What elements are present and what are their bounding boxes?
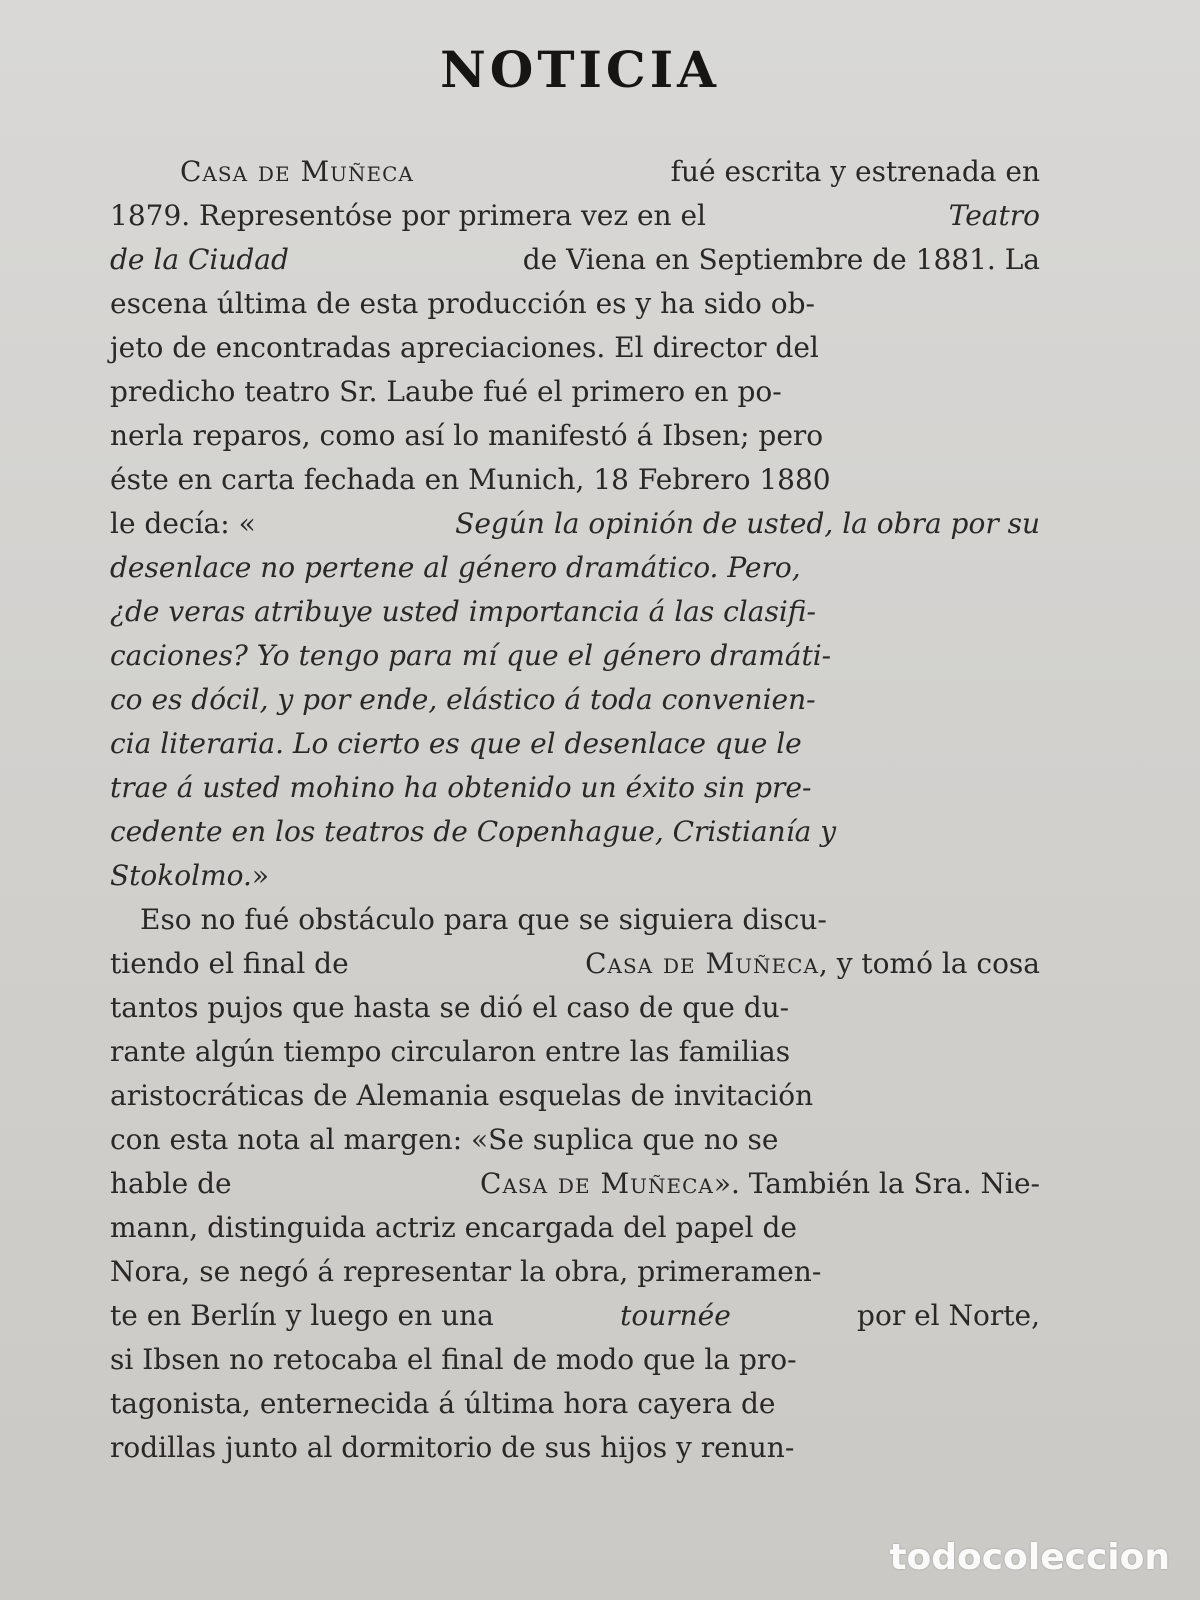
- text-line: [110, 1426, 1040, 1470]
- text-line: [110, 238, 1040, 282]
- text-segment: ». También la Sra. Nie-: [713, 1167, 1040, 1200]
- text-segment: jeto de encontradas apreciaciones. El director del: [110, 331, 819, 364]
- text-segment-italic: trae á usted mohino ha obtenido un éxito sin pre-: [110, 771, 812, 804]
- text-line: [110, 986, 1040, 1030]
- text-line: [110, 1206, 1040, 1250]
- watermark: todocoleccion: [889, 1537, 1170, 1578]
- text-segment: tantos pujos que hasta se dió el caso de que du-: [110, 991, 790, 1024]
- text-line: [110, 766, 1040, 810]
- text-line: [110, 1074, 1040, 1118]
- text-line: [110, 854, 1040, 898]
- book-title-ref: Casa de Muñeca: [585, 947, 819, 980]
- text-line: [110, 634, 1040, 678]
- text-line: [110, 326, 1040, 370]
- text-segment-italic: Stokolmo.: [110, 859, 252, 892]
- text-segment-italic: co es dócil, y por ende, elástico á toda convenien-: [110, 683, 816, 716]
- text-line: [110, 1338, 1040, 1382]
- text-segment: tagonista, enternecida á última hora cayera de: [110, 1387, 776, 1420]
- book-title-ref: Casa de Muñeca: [480, 1167, 714, 1200]
- text-segment-italic: de la Ciudad: [110, 243, 289, 276]
- book-title-ref: Casa de Muñeca: [180, 155, 414, 188]
- text-segment: mann, distinguida actriz encargada del papel de: [110, 1211, 797, 1244]
- text-line: [110, 150, 1040, 194]
- text-segment: con esta nota al margen: «Se suplica que no se: [110, 1123, 779, 1156]
- text-segment: predicho teatro Sr. Laube fué el primero en po-: [110, 375, 782, 408]
- text-line: [110, 942, 1040, 986]
- text-segment: , y tomó la cosa: [818, 947, 1040, 980]
- text-segment-italic: Según la opinión de usted, la obra por su: [455, 507, 1040, 540]
- text-segment: Eso no fué obstáculo para que se siguiera discu-: [140, 903, 827, 936]
- text-segment: éste en carta fechada en Munich, 18 Febrero 1880: [110, 463, 831, 496]
- text-segment: fué escrita y estrenada en: [670, 155, 1040, 188]
- text-line: [110, 1382, 1040, 1426]
- text-segment: le decía: «: [110, 507, 256, 540]
- text-segment: si Ibsen no retocaba el final de modo que la pro-: [110, 1343, 797, 1376]
- text-segment-italic: caciones? Yo tengo para mí que el género dramáti-: [110, 639, 832, 672]
- text-segment: por el Norte,: [857, 1299, 1040, 1332]
- page-title: NOTICIA: [440, 40, 720, 99]
- text-line: [110, 678, 1040, 722]
- text-segment-italic: ¿de veras atribuye usted importancia á las clasifi-: [110, 595, 816, 628]
- text-segment-italic: desenlace no pertene al género dramático. Pero,: [110, 551, 801, 584]
- text-line: [110, 590, 1040, 634]
- text-segment: Nora, se negó á representar la obra, primeramen-: [110, 1255, 822, 1288]
- text-line: [110, 282, 1040, 326]
- text-line: [110, 1118, 1040, 1162]
- text-segment: rante algún tiempo circularon entre las familias: [110, 1035, 791, 1068]
- text-line: [110, 1250, 1040, 1294]
- text-segment: de Viena en Septiembre de 1881. La: [522, 243, 1040, 276]
- text-line: [110, 546, 1040, 590]
- text-line: [110, 722, 1040, 766]
- text-line: [110, 194, 1040, 238]
- text-segment: escena última de esta producción es y ha sido ob-: [110, 287, 816, 320]
- text-segment: tiendo el final de: [110, 947, 349, 980]
- text-segment: rodillas junto al dormitorio de sus hijos y renun-: [110, 1431, 795, 1464]
- text-line: [110, 810, 1040, 854]
- text-segment-italic: cedente en los teatros de Copenhague, Cristianía y: [110, 815, 837, 848]
- text-segment: nerla reparos, como así lo manifestó á Ibsen; pero: [110, 419, 824, 452]
- body-text: [110, 150, 1040, 1470]
- text-segment: aristocráticas de Alemania esquelas de invitación: [110, 1079, 814, 1112]
- text-line: [110, 898, 1040, 942]
- text-line: [110, 458, 1040, 502]
- text-line: [110, 414, 1040, 458]
- text-segment-italic: tournée: [620, 1299, 731, 1332]
- text-segment: »: [251, 859, 270, 892]
- text-segment: hable de: [110, 1167, 232, 1200]
- text-segment: te en Berlín y luego en una: [110, 1299, 494, 1332]
- text-line: [110, 1162, 1040, 1206]
- text-line: [110, 1294, 1040, 1338]
- text-segment-italic: Teatro: [948, 199, 1040, 232]
- text-line: [110, 502, 1040, 546]
- text-segment-italic: cia literaria. Lo cierto es que el desenlace que le: [110, 727, 802, 760]
- text-line: [110, 370, 1040, 414]
- text-segment: 1879. Representóse por primera vez en el: [110, 199, 707, 232]
- text-line: [110, 1030, 1040, 1074]
